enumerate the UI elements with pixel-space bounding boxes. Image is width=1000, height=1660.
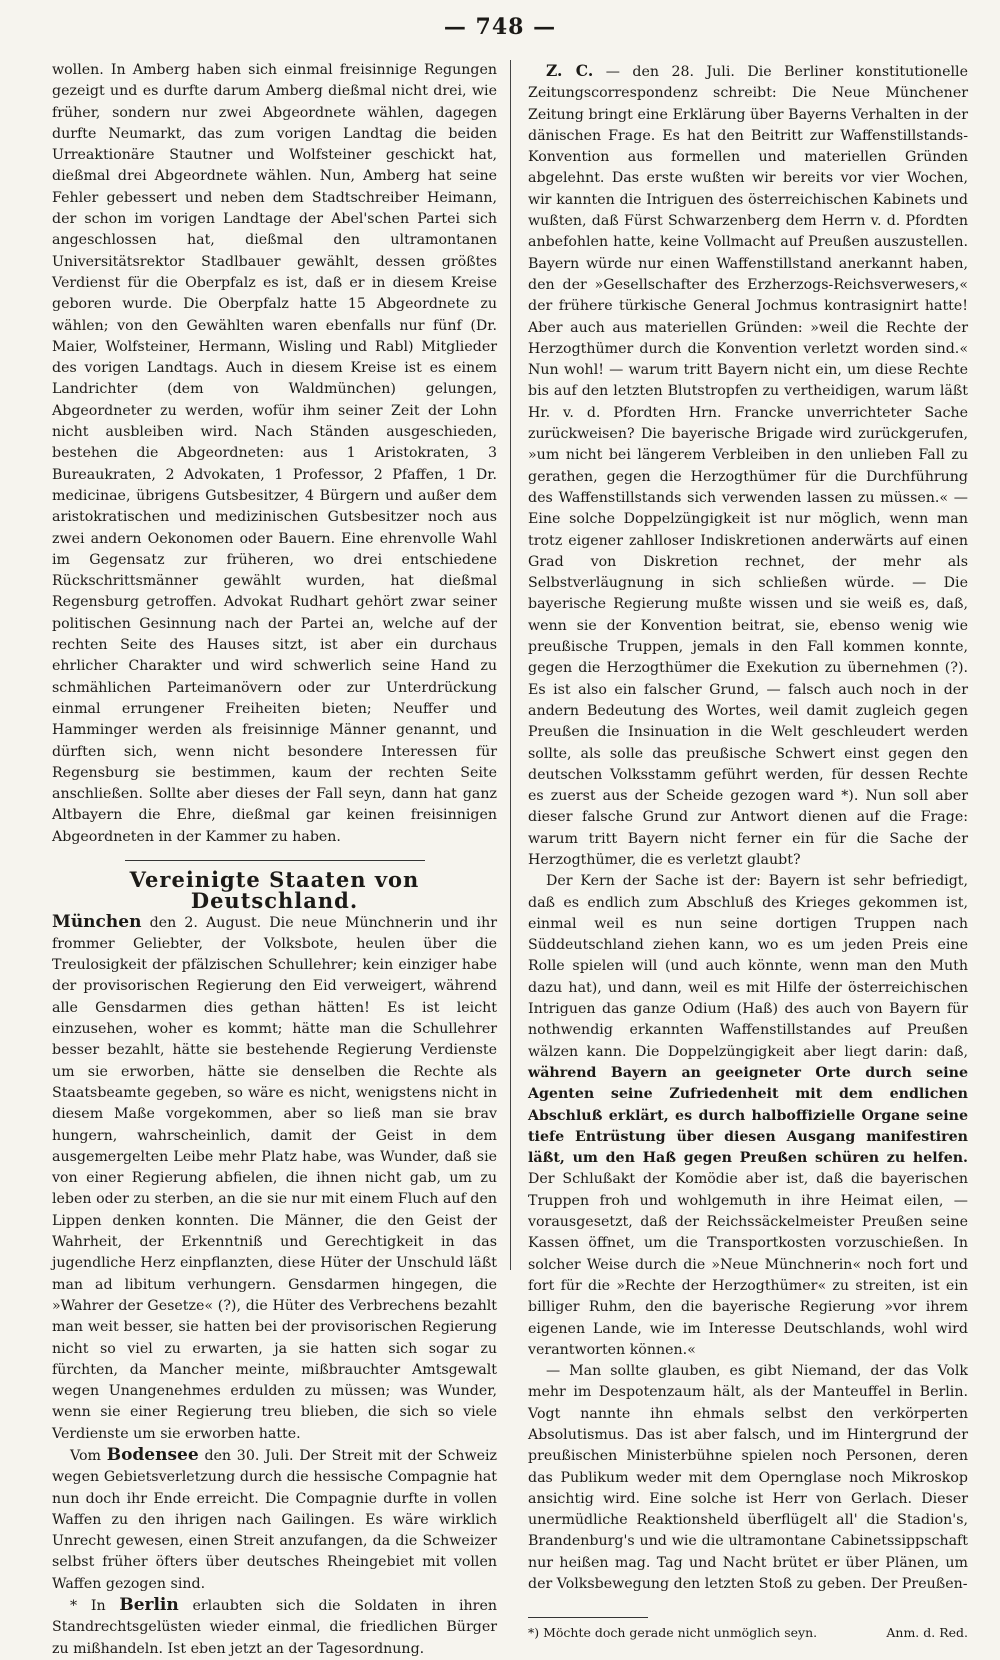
footnote: [528, 1624, 968, 1642]
section-heading: Vereinigte Staaten von Deutschland.: [129, 866, 420, 914]
footnote-text: *) Möchte doch gerade nicht unmöglich seyn.: [528, 1625, 818, 1641]
zc-text: — den 28. Juli. Die Berliner konstitutionelle Zeitungscorrespondenz schreibt: Die Neue Münchener Zeitung bringt eine Erklärung über Bayerns Verhalten in der dänischen Frage. Es hat den Beitritt zur Waffenstillstands-Konvention aus formellen und materiellen Gründen abgelehnt. Das erste wußten wir bereits vor vier Wochen, wir kannten die Intriguen des österreichischen Kabinets und wußten, daß Fürst Schwarzenberg dem Herrn v. d. Pfordten anbefohlen hatte, keine Vollmacht auf Preußen auszustellen. Bayern würde nur einen Waffenstillstand anerkannt haben, den der »Gesellschafter des Erzherzogs-Reichsverwesers,« der frühere türkische General Jochmus kontrasignirt hatte! Aber auch aus materiellen Gründen: »weil die Rechte der Herzogthümer durch die Konvention verletzt worden sind.« Nun wohl! — warum tritt Bayern nicht ein, um diese Rechte bis auf den letzten Blutstropfen zu vertheidigen, warum läßt Hr. v. d. Pfordten Hrn. Francke unverrichteter Sache zurückweisen? Die bayerische Brigade wird zurückgerufen, »um nicht bei längerem Verbleiben in den unlieben Fall zu gerathen, gegen die Herzogthümer für die Durchführung des Waffenstillstands sich verwenden lassen zu müssen.« — Eine solche Doppelzüngigkeit ist nur möglich, wenn man trotz eigener zahlloser Indiskretionen anderwärts auf einen Grad von Diskretion rechnet, der mehr als Selbstverläugnung in sich schließen würde. — Die bayerische Regierung mußte wissen und sie weiß es, daß, wenn sie der Konvention beitrat, sie, ebenso wenig wie preußische Truppen, jemals in den Fall kommen konnte, gegen die Herzogthümer die Exekution zu übernehmen (?). Es ist also ein falscher Grund, — falsch auch noch in der andern Bedeutung des Wortes, weil damit zugleich gegen Preußen die Insinuation in die Welt geschleudert werden sollte, als solle das preußische Schwert einst gegen den deutschen Volksstamm geführt werden, für dessen Rechte es zuerst aus der Scheide gezogen ward *). Nun soll aber dieser falsche Grund zur Antwort dienen auf die Frage: warum tritt Bayern nicht ferner ein für die Sache der Herzogthümer, die es verletzt glaubt?: [528, 64, 968, 868]
page-number: — 748 —: [443, 14, 557, 40]
paragraph-bodensee: [52, 1445, 497, 1595]
bodensee-prefix: Vom: [70, 1448, 107, 1464]
right-column: [528, 60, 968, 1642]
dateline-muenchen: München: [52, 911, 142, 932]
paragraph-muenchen: [52, 912, 497, 1445]
paragraph-oberpfalz-elections: wollen. In Amberg haben sich einmal freisinnige Regungen gezeigt und es durfte darum Amberg dießmal nicht drei, wie früher, sondern nur zwei Abgeordnete wählen, dagegen durfte Neumarkt, das zum vorigen Landtag die beiden Urreaktionäre Stautner und Wolfsteiner geschickt hat, dießmal drei Abgeordnete wählen. Nun, Amberg hat seine Fehler gebessert und neben dem Stadtschreiber Heimann, der schon im vorigen Landtage der Abel'schen Partei sich angeschlossen hat, dießmal den ultramontanen Universitätsrektor Stadlbauer gewählt, dessen größtes Verdienst für die Oberpfalz es ist, daß er in diesem Kreise geboren wurde. Die Oberpfalz hatte 15 Abgeordnete zu wählen; von den Gewählten waren ebenfalls nur fünf (Dr. Maier, Wolfsteiner, Hermann, Wisling und Rabl) Mitglieder des vorigen Landtags. Auch in diesem Kreise ist es einem Landrichter (dem von Waldmünchen) gelungen, Abgeordneter zu werden, wofür ihm seiner Zeit der Lohn nicht ausbleiben wird. Nach Ständen ausgeschieden, bestehen die Abgeordneten: aus 1 Aristokraten, 3 Bureaukraten, 2 Advokaten, 1 Professor, 2 Pfaffen, 1 Dr. medicinae, übrigens Gutsbesitzer, 4 Bürgern und außer dem aristokratischen und medizinischen Gutsbesitzer noch aus zwei andern Oekonomen oder Bauern. Eine ehrenvolle Wahl im Gegensatz zur früheren, wo drei entschiedene Rückschrittsmänner gewählt wurden, hat dießmal Regensburg getroffen. Advokat Rudhart gehört zwar seiner politischen Gesinnung nach der Partei an, welche auf der rechten Seite des Hauses sitzt, ist aber ein durchaus ehrlicher Charakter und wird schwerlich seine Hand zu schmählichen Parteimanövern oder zur Unterdrückung einmal errungener Freiheiten bieten; Neuffer und Hamminger werden als freisinnige Männer genannt, und dürften sich, wenn nicht besondere Interessen für Regensburg sie bestimmen, kaum der rechten Seite anschließen. Sollte aber dieses der Fall seyn, dann hat ganz Altbayern die Ehre, dießmal gar keinen freisinnigen Abgeordneten in der Kammer zu haben.: [52, 62, 497, 845]
column-divider: [510, 60, 511, 1270]
kern-text-a: Der Kern der Sache ist der: Bayern ist sehr befriedigt, daß es endlich zum Abschluß des Krieges gekommen ist, einmal weil es nun seine dortigen Truppen nach Süddeutschland ziehen kann, wo es um jeden Preis eine Rolle spielen will (und auch könnte, wenn man den Muth dazu hat), und dann, weil es mit Hilfe der österreichischen Intriguen das ganze Odium (Haß) des auch von Bayern für nothwendig erkannten Waffenstillstandes auf Preußen wälzen kann. Die Doppelzüngigkeit aber liegt darin: daß,: [528, 873, 968, 1060]
bodensee-text: den 30. Juli. Der Streit mit der Schweiz wegen Gebietsverletzung durch die hessische Compagnie hat nun doch ihr Ende erreicht. Die Compagnie durfte in vollen Waffen zu den ihrigen nach Gailingen. Es wäre wirklich Unrecht gewesen, einen Streit anzufangen, da die Schweizer selbst früher öfters über deutsches Rheingebiet mit vollen Waffen gezogen sind.: [52, 1448, 497, 1592]
paragraph-manteuffel: — Man sollte glauben, es gibt Niemand, der das Volk mehr im Despotenzaum hält, als der Manteuffel in Berlin. Vogt nannte ihn ehmals selbst den verkörperten Absolutismus. Das ist aber falsch, und im Hintergrund der preußischen Ministerbühne spielen noch Personen, deren das Publikum weder mit dem Opernglase noch Mikroskop ansichtig wird. Eine solche ist Herr von Gerlach. Dieser unermüdliche Reaktionsheld überflügelt all' die Stadion's, Brandenburg's und wie die ultramontane Cabinetssippschaft nur heißen mag. Tag und Nacht brütet er über Plänen, um der Volksbewegung den letzten Stoß zu geben. Der Preußen-: [528, 1363, 968, 1593]
kern-text-b: Der Schlußakt der Komödie aber ist, daß die bayerischen Truppen froh und wohlgemuth in ihre Heimat eilen, — vorausgesetzt, daß der Reichssäckelmeister Preußen seine Kassen öffnet, um die Transportkosten vorzuschießen. In solcher Weise durch die »Neue Münchnerin« noch fort und fort für die »Rechte der Herzogthümer« zu streiten, ist ein billiger Ruhm, den die bayerische Regierung »vor ihrem eigenen Lande, wie im Interesse Deutschlands, wohl wird verantworten können.«: [528, 1171, 968, 1358]
paragraph-kern-der-sache: [528, 871, 968, 1361]
kern-emphasis: während Bayern an geeigneter Orte durch seine Agenten seine Zufriedenheit mit dem endlichen Abschluß erklärt, es durch halboffizielle Organe seine tiefe Entrüstung über diesen Ausgang manifestiren läßt, um den Haß gegen Preußen schüren zu helfen.: [528, 1064, 968, 1167]
footnote-signature: Anm. d. Red.: [886, 1625, 968, 1641]
section-rule: [125, 860, 425, 861]
dateline-bodensee: Bodensee: [106, 1445, 199, 1465]
berlin-text: erlaubten sich die Soldaten in ihren Standrechtsgelüsten wieder einmal, die friedlichen Bürger zu mißhandeln. Ist eben jetzt an der Tagesordnung.: [52, 1598, 497, 1657]
dateline-berlin: Berlin: [119, 1595, 179, 1616]
paragraph-berlin: [52, 1595, 497, 1660]
berlin-prefix: * In: [70, 1598, 120, 1615]
correspondent-mark: Z. C.: [546, 61, 594, 80]
footnote-rule: [528, 1617, 648, 1618]
muenchen-text: den 2. August. Die neue Münchnerin und ihr frommer Geliebter, der Volksbote, heulen über die Treulosigkeit der pfälzischen Schullehrer; kein einziger habe der provisorischen Regierung den Eid verweigert, während alle Gensdarmen dies gethan hätten! Es ist leicht einzusehen, woher es kommt; hätte man die Schullehrer besser bezahlt, hätte sie bestehende Regierung Verdienste um sie erworben, hätte sie denselben die Rechte als Staatsbeamte gegeben, so wäre es nicht, wenigstens nicht in diesem Maße vorgekommen, aber so ließ man sie brav hungern, wahrscheinlich, damit der Geist in dem ausgemergelten Leibe mehr Platz habe, was Wunder, daß sie von einer Regierung abfielen, die ihnen nicht gab, um zu leben oder zu sterben, an die sie nur mit einem Fluch auf den Lippen denken konnten. Die Männer, die den Geist der Wahrheit, der Erkenntniß und Gerechtigkeit in das jugendliche Herz einpflanzten, diese Hüter der Unschuld läßt man ad libitum verhungern. Gensdarmen hingegen, die »Wahrer der Gesetze« (?), die Hüter des Verbrechens bezahlt man weit besser, sie hatten bei der provisorischen Regierung nicht so viel zu erwarten, ja sie hatten sich sogar zu fürchten, da Mancher meinte, mißbrauchter Amtsgewalt wegen Unangenehmes erdulden zu müssen; was Wunder, wenn sie einer Regierung treu blieben, die sich so viele Verdienste um sie erworben hatte.: [52, 914, 497, 1442]
paragraph-zc: [528, 60, 968, 871]
left-column: [52, 60, 497, 1660]
